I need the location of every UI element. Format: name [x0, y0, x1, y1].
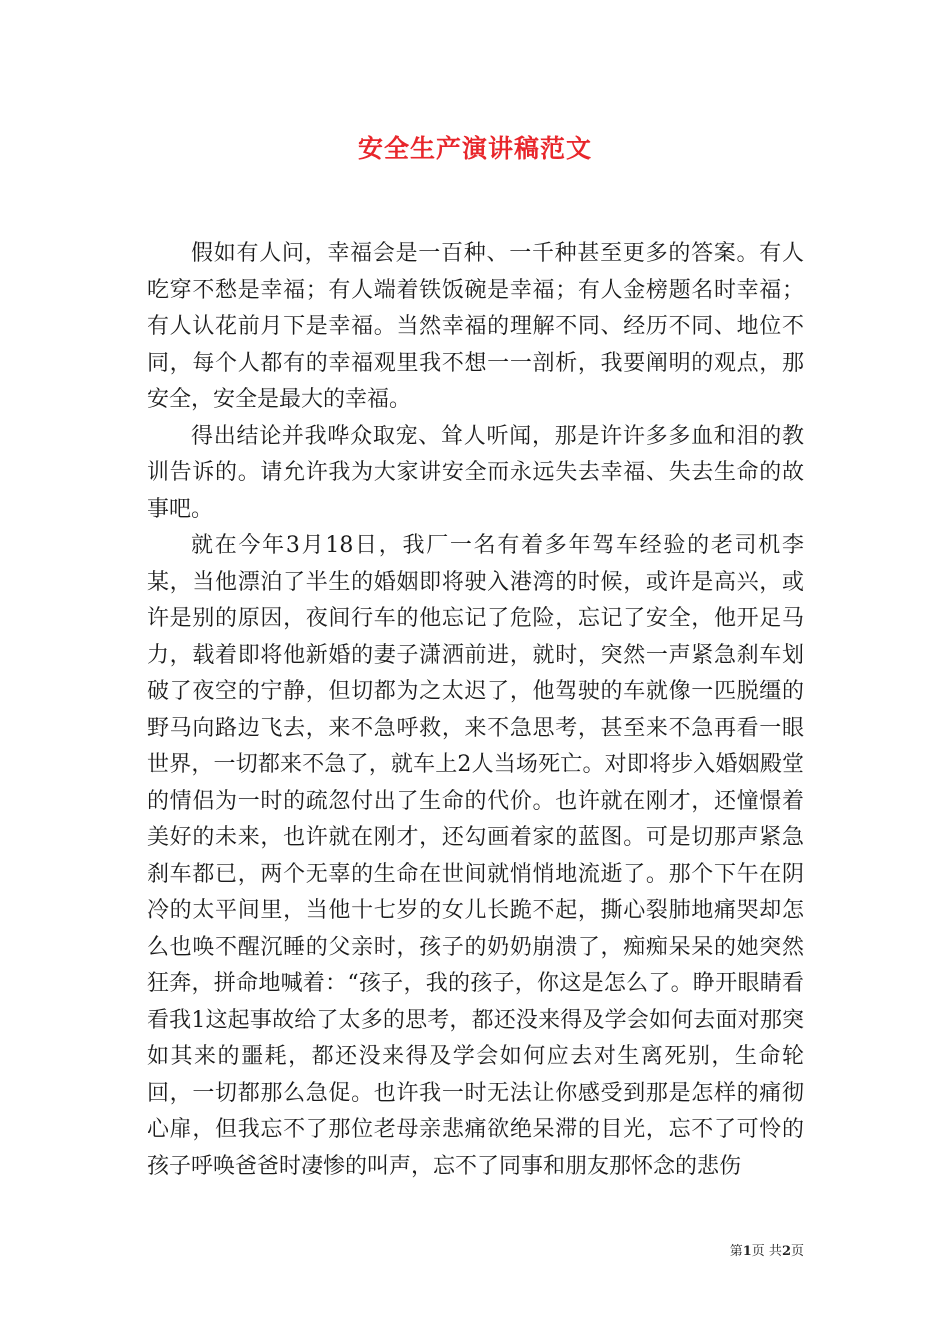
page-footer — [730, 1243, 804, 1261]
footer-suffix: 页 — [790, 1244, 804, 1259]
paragraph-3: 就在今年3月18日，我厂一名有着多年驾车经验的老司机李某，当他漂泊了半生的婚姻即将驶入港湾的时候，或许是高兴，或许是别的原因，夜间行车的他忘记了危险，忘记了安全，他开足马力，载着即将他新婚的妻子潇洒前进，就时，突然一声紧急刹车划破了夜空的宁静，但切都为之太迟了，他驾驶的车就像一匹脱缰的野马向路边飞去，来不急呼救，来不急思考，甚至来不急再看一眼世界，一切都来不急了，就车上2人当场死亡。对即将步入婚姻殿堂的情侣为一时的疏忽付出了生命的代价。也许就在刚才，还憧憬着美好的未来，也许就在刚才，还勾画着家的蓝图。可是切那声紧急刹车都已，两个无辜的生命在世间就悄悄地流逝了。那个下午在阴冷的太平间里，当他十七岁的女儿长跪不起，撕心裂肺地痛哭却怎么也唤不醒沉睡的父亲时，孩子的奶奶崩溃了，痴痴呆呆的她突然狂奔，拼命地喊着：“孩子，我的孩子，你这是怎么了。睁开眼睛看看我1这起事故给了太多的思考，都还没来得及学会如何去面对那突如其来的噩耗，都还没来得及学会如何应去对生离死别，生命轮回，一切都那么急促。也许我一时无法让你感受到那是怎样的痛彻心扉，但我忘不了那位老母亲悲痛欲绝呆滞的目光，忘不了可怜的孩子呼唤爸爸时凄惨的叫声，忘不了同事和朋友那怀念的悲伤 — [147, 533, 804, 1179]
document-body — [147, 236, 804, 1185]
document-title: 安全生产演讲稿范文 — [357, 134, 592, 163]
current-page-number: 1 — [742, 1244, 752, 1259]
paragraph-2: 得出结论并我哗众取宠、耸人听闻，那是许许多多血和泪的教训告诉的。请允许我为大家讲安全而永远失去幸福、失去生命的故事吧。 — [147, 423, 804, 522]
footer-prefix: 第 — [729, 1244, 743, 1259]
footer-middle: 页 共 — [751, 1244, 782, 1259]
paragraph-1: 假如有人问，幸福会是一百种、一千种甚至更多的答案。有人吃穿不愁是幸福；有人端着铁饭碗是幸福；有人金榜题名时幸福；有人认花前月下是幸福。当然幸福的理解不同、经历不同、地位不同，每个人都有的幸福观里我不想一一剖析，我要阐明的观点，那安全，安全是最大的幸福。 — [147, 241, 804, 412]
total-pages-number: 2 — [781, 1244, 791, 1259]
